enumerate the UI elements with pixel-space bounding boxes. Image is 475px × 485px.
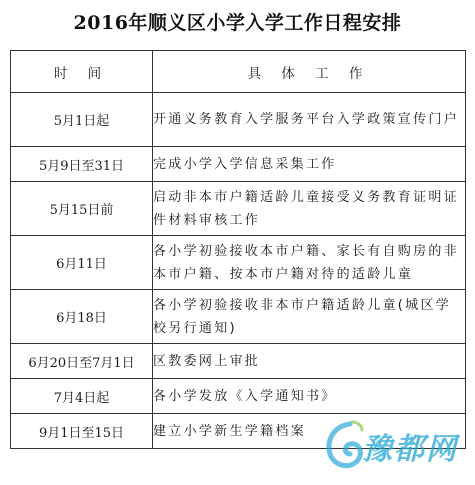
row-work: 完成小学入学信息采集工作 [153,147,466,182]
table-row [11,93,466,147]
header-time: 时 间 [11,51,153,93]
table-header-row [11,51,466,93]
row-date: 7月4日起 [11,379,153,414]
row-date: 5月1日起 [11,93,153,147]
row-date: 6月18日 [11,290,153,344]
row-work: 各小学初验接收非本市户籍适龄儿童(城区学校另行通知) [153,290,466,344]
site-watermark [322,418,472,480]
row-work: 各小学初验接收本市户籍、家长有自购房的非本市户籍、按本市户籍对待的适龄儿童 [153,236,466,290]
table-row [11,344,466,379]
page-title: 2016年顺义区小学入学工作日程安排 [73,12,402,34]
row-work: 建立小学新生学籍档案 [153,414,466,449]
row-date: 9月1日至15日 [11,414,153,449]
schedule-table [10,50,466,449]
header-work: 具 体 工 作 [153,51,466,93]
table-row [11,290,466,344]
row-date: 5月15日前 [11,182,153,236]
table-row [11,182,466,236]
row-work: 区教委网上审批 [153,344,466,379]
table-row [11,379,466,414]
row-date: 5月9日至31日 [11,147,153,182]
row-work: 各小学发放《入学通知书》 [153,379,466,414]
row-work: 启动非本市户籍适龄儿童接受义务教育证明证件材料审核工作 [153,182,466,236]
table-row [11,236,466,290]
row-date: 6月20日至7月1日 [11,344,153,379]
row-work: 开通义务教育入学服务平台入学政策宣传门户 [153,93,466,147]
row-date: 6月11日 [11,236,153,290]
watermark-text: 豫都网 [362,432,458,467]
table-row [11,147,466,182]
